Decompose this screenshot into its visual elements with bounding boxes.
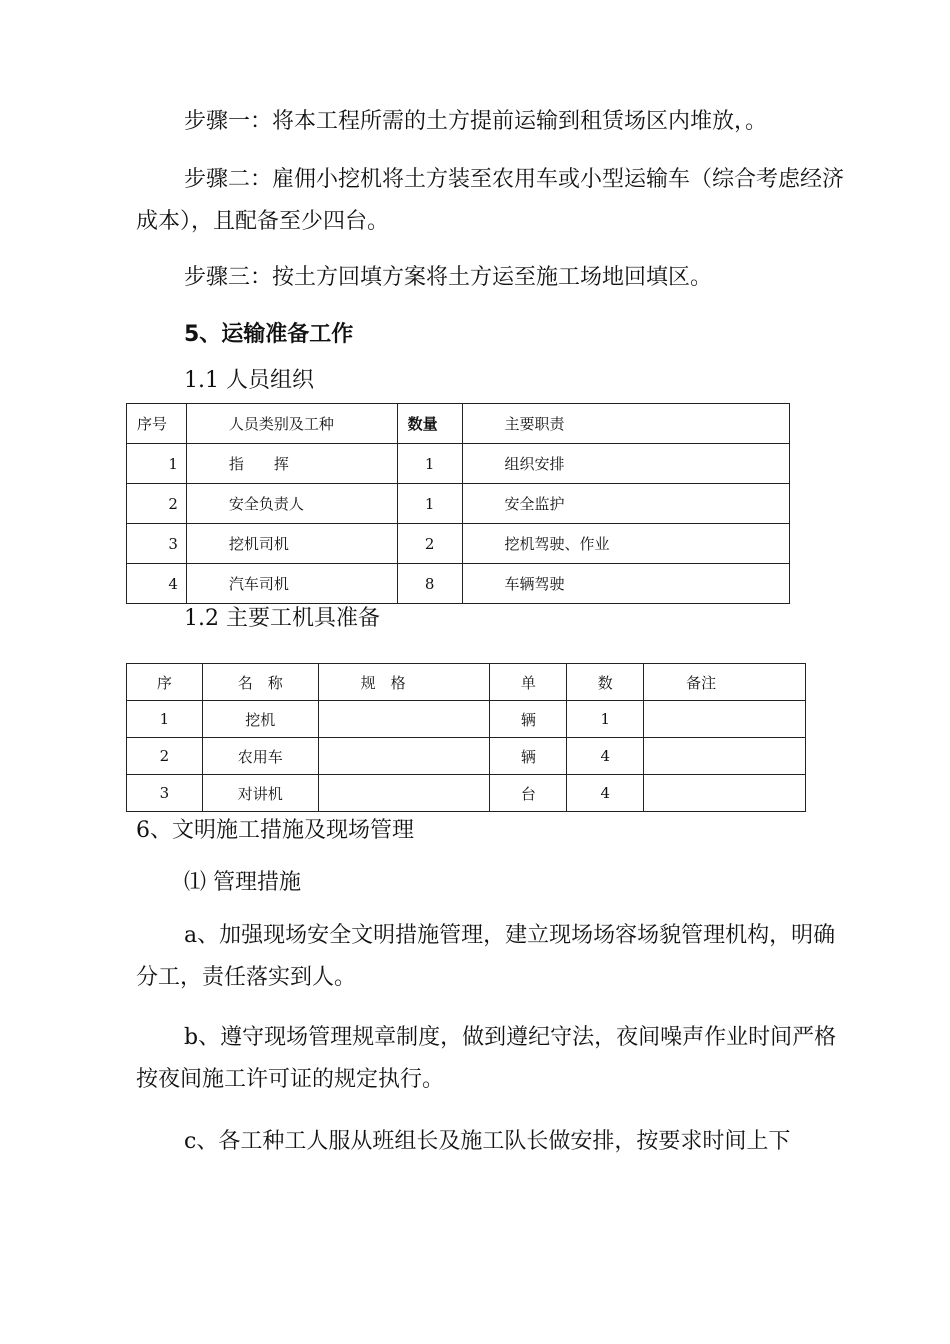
cell <box>318 701 490 738</box>
header-cell: 备注 <box>644 664 806 701</box>
cell: 1 <box>127 444 187 484</box>
cell: 辆 <box>490 701 567 738</box>
section5-title: 5、运输准备工作 <box>184 322 354 347</box>
cell: 挖机 <box>202 701 318 738</box>
step3-paragraph: 步骤三：按土方回填方案将土方运至施工场地回填区。 <box>184 265 713 290</box>
header-cell: 规 格 <box>318 664 490 701</box>
header-cell: 人员类别及工种 <box>186 404 397 444</box>
cell: 3 <box>127 775 203 812</box>
cell: 汽车司机 <box>186 564 397 604</box>
cell: 4 <box>567 738 644 775</box>
header-cell: 名 称 <box>202 664 318 701</box>
table-row <box>127 524 790 564</box>
table-row <box>127 701 806 738</box>
cell: 2 <box>127 484 187 524</box>
cell: 1 <box>397 484 462 524</box>
cell <box>644 738 806 775</box>
cell: 4 <box>127 564 187 604</box>
cell <box>644 701 806 738</box>
cell: 1 <box>127 701 203 738</box>
cell <box>318 775 490 812</box>
cell: 1 <box>567 701 644 738</box>
cell: 车辆驾驶 <box>462 564 789 604</box>
cell: 农用车 <box>202 738 318 775</box>
cell: 2 <box>127 738 203 775</box>
table-row <box>127 444 790 484</box>
step2-paragraph: 步骤二：雇佣小挖机将土方装至农用车或小型运输车（综合考虑经济成本），且配备至少四台。 <box>136 167 845 234</box>
cell: 8 <box>397 564 462 604</box>
table-header-row <box>127 404 790 444</box>
cell: 辆 <box>490 738 567 775</box>
step1-paragraph: 步骤一：将本工程所需的土方提前运输到租赁场区内堆放，。 <box>184 109 768 134</box>
section6-title: 6、文明施工措施及现场管理 <box>136 818 414 843</box>
cell: 4 <box>567 775 644 812</box>
staff-subtitle: 1.1 人员组织 <box>184 368 314 393</box>
cell: 3 <box>127 524 187 564</box>
cell <box>644 775 806 812</box>
cell: 台 <box>490 775 567 812</box>
measure-b-paragraph: b、遵守现场管理规章制度，做到遵纪守法，夜间噪声作业时间严格按夜间施工许可证的规定执行。 <box>136 1025 837 1092</box>
cell: 挖机驾驶、作业 <box>462 524 789 564</box>
cell: 组织安排 <box>462 444 789 484</box>
cell: 安全负责人 <box>186 484 397 524</box>
equipment-table <box>126 663 806 812</box>
table-row <box>127 564 790 604</box>
table-row <box>127 775 806 812</box>
header-cell: 序号 <box>127 404 187 444</box>
cell: 指 挥 <box>186 444 397 484</box>
cell: 对讲机 <box>202 775 318 812</box>
cell <box>318 738 490 775</box>
cell: 2 <box>397 524 462 564</box>
measure-a-paragraph: a、加强现场安全文明措施管理，建立现场场容场貌管理机构，明确分工，责任落实到人。 <box>136 923 836 990</box>
staff-table <box>126 403 790 604</box>
header-cell: 主要职责 <box>462 404 789 444</box>
table-row <box>127 738 806 775</box>
equip-subtitle: 1.2 主要工机具准备 <box>184 606 380 631</box>
management-subtitle: ⑴ 管理措施 <box>184 870 301 895</box>
cell: 1 <box>397 444 462 484</box>
cell: 挖机司机 <box>186 524 397 564</box>
header-cell: 数 <box>567 664 644 701</box>
cell: 安全监护 <box>462 484 789 524</box>
measure-c-paragraph: c、各工种工人服从班组长及施工队长做安排，按要求时间上下 <box>184 1129 791 1154</box>
table-header-row <box>127 664 806 701</box>
header-cell: 单 <box>490 664 567 701</box>
header-cell: 序 <box>127 664 203 701</box>
table-row <box>127 484 790 524</box>
header-cell: 数量 <box>397 404 462 444</box>
